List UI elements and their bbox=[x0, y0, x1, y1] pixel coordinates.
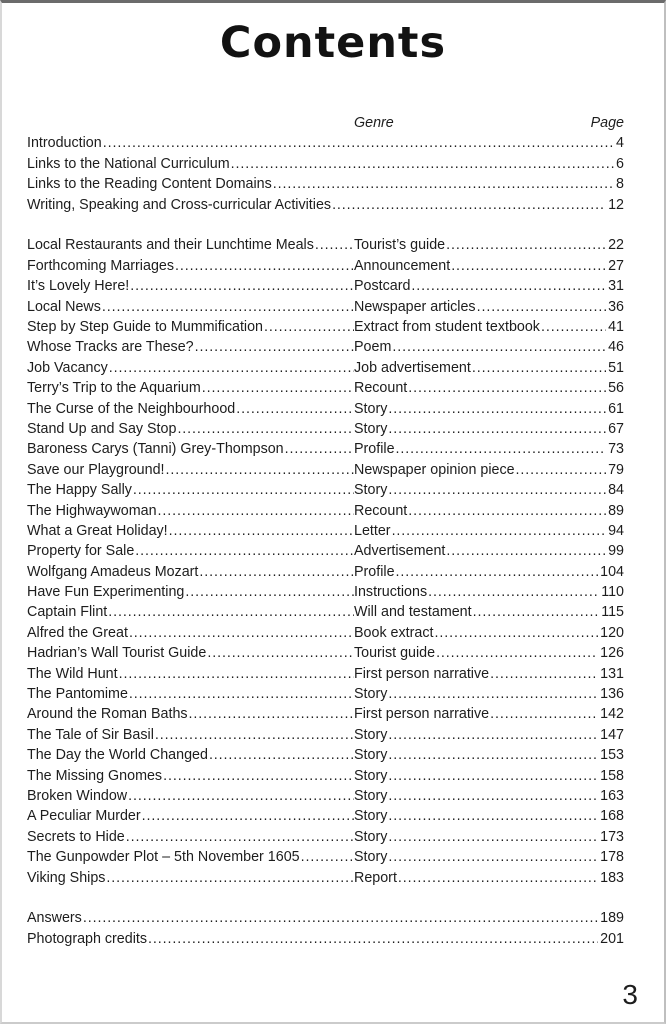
dot-leader bbox=[201, 378, 354, 398]
dot-leader bbox=[134, 541, 354, 561]
main-entries-list bbox=[27, 235, 624, 888]
toc-row bbox=[27, 378, 624, 398]
toc-entry-title: Answers bbox=[27, 910, 82, 927]
footer-page-number: 3 bbox=[622, 979, 638, 1010]
toc-row bbox=[27, 725, 624, 745]
dot-leader bbox=[198, 562, 354, 582]
dot-leader bbox=[132, 480, 354, 500]
dot-leader bbox=[445, 235, 606, 255]
toc-row bbox=[27, 195, 624, 215]
toc-entry-page-number: 201 bbox=[600, 930, 624, 947]
dot-leader bbox=[331, 195, 606, 215]
toc-entry-page-number: 31 bbox=[608, 278, 624, 295]
toc-entry-page-number: 183 bbox=[600, 869, 624, 886]
toc-entry-title: The Curse of the Neighbourhood bbox=[27, 400, 236, 417]
toc-entry-title: Viking Ships bbox=[27, 869, 106, 886]
toc-row bbox=[27, 521, 624, 541]
dot-leader bbox=[208, 745, 354, 765]
toc-entry-title: The Missing Gnomes bbox=[27, 767, 163, 784]
toc-entry-genre: Story bbox=[354, 686, 388, 703]
genre-column-header: Genre bbox=[354, 115, 394, 131]
toc-entry-genre: Story bbox=[354, 482, 388, 499]
toc-entry-title: The Day the World Changed bbox=[27, 747, 208, 764]
toc-entry-page-number: 51 bbox=[608, 359, 624, 376]
toc-title-cell bbox=[27, 276, 354, 296]
toc-entry-page-number: 79 bbox=[608, 461, 624, 478]
toc-entry-page-number: 115 bbox=[601, 604, 624, 621]
toc-entry-title: A Peculiar Murder bbox=[27, 808, 141, 825]
toc-entry-genre: Story bbox=[354, 400, 388, 417]
toc-genre-cell bbox=[354, 868, 598, 888]
toc-genre-cell bbox=[354, 480, 606, 500]
toc-entry-genre: Announcement bbox=[354, 257, 451, 274]
toc-entry-genre: Extract from student textbook bbox=[354, 319, 540, 336]
toc-genre-cell bbox=[354, 235, 606, 255]
toc-entry-page-number: 163 bbox=[600, 788, 624, 804]
toc-entry-title: Forthcoming Marriages bbox=[27, 257, 174, 274]
dot-leader bbox=[387, 766, 598, 786]
toc-entry-genre: Book extract bbox=[354, 624, 434, 641]
dot-leader bbox=[314, 235, 354, 255]
toc-row bbox=[27, 337, 624, 357]
toc-title-cell bbox=[27, 623, 354, 643]
toc-entry-page-number: 136 bbox=[600, 686, 624, 703]
toc-entry-title: Local News bbox=[27, 298, 101, 315]
dot-leader bbox=[450, 256, 606, 276]
dot-leader bbox=[127, 786, 354, 806]
toc-entry-page-number: 173 bbox=[600, 828, 624, 845]
toc-entry-genre: First person narrative bbox=[354, 665, 490, 682]
toc-entry-page-number: 36 bbox=[608, 298, 624, 315]
toc-row bbox=[27, 602, 624, 622]
dot-leader bbox=[395, 562, 599, 582]
toc-entry-genre: Poem bbox=[354, 339, 392, 356]
toc-row bbox=[27, 480, 624, 500]
toc-title-cell bbox=[27, 745, 354, 765]
toc-entry-page-number: 126 bbox=[600, 645, 624, 662]
toc-genre-cell bbox=[354, 562, 598, 582]
dot-leader bbox=[272, 174, 614, 194]
toc-entry-title: Terry’s Trip to the Aquarium bbox=[27, 380, 201, 397]
dot-leader bbox=[407, 378, 606, 398]
dot-leader bbox=[235, 399, 354, 419]
toc-entry-page-number: 41 bbox=[608, 319, 624, 336]
toc-row bbox=[27, 664, 624, 684]
toc-entry-page-number: 6 bbox=[616, 155, 624, 172]
toc-entry-genre: Letter bbox=[354, 522, 391, 539]
dot-leader bbox=[476, 297, 607, 317]
toc-genre-cell bbox=[354, 684, 598, 704]
toc-genre-cell bbox=[354, 521, 606, 541]
toc-entry-page-number: 56 bbox=[608, 380, 624, 397]
toc-row bbox=[27, 806, 624, 826]
toc-title-cell bbox=[27, 766, 354, 786]
toc-entry-genre: Story bbox=[354, 767, 388, 784]
toc-entry-page-number: 104 bbox=[600, 563, 624, 580]
toc-row bbox=[27, 684, 624, 704]
toc-entry-genre: Job advertisement bbox=[354, 359, 471, 376]
toc-entry-title: The Wild Hunt bbox=[27, 665, 118, 682]
dot-leader bbox=[101, 297, 354, 317]
toc-entry-page-number: 131 bbox=[600, 665, 624, 682]
dot-leader bbox=[82, 908, 598, 928]
toc-genre-cell bbox=[354, 766, 598, 786]
dot-leader bbox=[188, 704, 354, 724]
dot-leader bbox=[174, 256, 354, 276]
dot-leader bbox=[489, 704, 598, 724]
toc-genre-cell bbox=[354, 378, 606, 398]
back-matter-list bbox=[27, 908, 624, 949]
toc-entry-page-number: 67 bbox=[608, 420, 624, 437]
toc-entry-page-number: 4 bbox=[616, 135, 624, 152]
toc-entry-page-number: 99 bbox=[608, 543, 624, 560]
dot-leader bbox=[162, 766, 354, 786]
toc-row bbox=[27, 643, 624, 663]
toc-entry-title: It’s Lovely Here! bbox=[27, 278, 130, 295]
toc-row bbox=[27, 868, 624, 888]
toc-entry-title: Wolfgang Amadeus Mozart bbox=[27, 563, 199, 580]
toc-title-cell bbox=[27, 419, 354, 439]
dot-leader bbox=[165, 460, 355, 480]
toc-title-cell bbox=[27, 582, 354, 602]
toc-title-cell bbox=[27, 317, 354, 337]
toc-genre-cell bbox=[354, 358, 606, 378]
toc-title-cell bbox=[27, 786, 354, 806]
toc-header-row bbox=[27, 113, 624, 133]
toc-entry-title: Local Restaurants and their Lunchtime Meals bbox=[27, 237, 314, 254]
toc-genre-cell bbox=[354, 623, 598, 643]
toc-title-cell bbox=[27, 256, 354, 276]
toc-row bbox=[27, 439, 624, 459]
toc-row bbox=[27, 399, 624, 419]
toc-title-cell bbox=[27, 480, 354, 500]
toc-entry-page-number: 61 bbox=[608, 400, 624, 417]
toc-row bbox=[27, 317, 624, 337]
dot-leader bbox=[387, 806, 598, 826]
toc-entry-title: Links to the Reading Content Domains bbox=[27, 176, 272, 193]
toc-title-cell bbox=[27, 297, 354, 317]
toc-entry-page-number: 12 bbox=[608, 196, 624, 213]
toc-entry-title: Save our Playground! bbox=[27, 461, 165, 478]
dot-leader bbox=[410, 276, 606, 296]
toc-row bbox=[27, 235, 624, 255]
dot-leader bbox=[387, 786, 598, 806]
toc-entry-page-number: 142 bbox=[600, 706, 624, 723]
toc-title-cell bbox=[27, 602, 354, 622]
toc-row bbox=[27, 929, 624, 949]
toc-entry-genre: First person narrative bbox=[354, 706, 490, 723]
toc-entry-page-number: 110 bbox=[601, 584, 624, 601]
dot-leader bbox=[128, 623, 354, 643]
toc-entry-title: The Gunpowder Plot – 5th November 1605 bbox=[27, 849, 300, 866]
dot-leader bbox=[168, 521, 354, 541]
toc-entry-genre: Will and testament bbox=[354, 604, 472, 621]
toc-entry-page-number: 84 bbox=[608, 482, 624, 499]
table-of-contents bbox=[2, 113, 664, 949]
dot-leader bbox=[397, 868, 598, 888]
toc-row bbox=[27, 501, 624, 521]
dot-leader bbox=[206, 643, 354, 663]
toc-genre-cell bbox=[354, 827, 598, 847]
toc-title-cell bbox=[27, 337, 354, 357]
toc-title-cell bbox=[27, 541, 354, 561]
toc-entry-genre: Story bbox=[354, 747, 388, 764]
toc-row bbox=[27, 174, 624, 194]
dot-leader bbox=[427, 582, 599, 602]
header-fill bbox=[394, 113, 591, 133]
toc-genre-cell bbox=[354, 439, 606, 459]
toc-title-cell bbox=[27, 460, 354, 480]
dot-leader bbox=[107, 602, 354, 622]
front-matter-list bbox=[27, 133, 624, 215]
toc-entry-genre: Instructions bbox=[354, 584, 428, 601]
toc-genre-cell bbox=[354, 582, 599, 602]
toc-title-cell bbox=[27, 358, 354, 378]
toc-genre-cell bbox=[354, 725, 598, 745]
toc-genre-cell bbox=[354, 501, 606, 521]
dot-leader bbox=[102, 133, 614, 153]
dot-leader bbox=[391, 337, 606, 357]
dot-leader bbox=[387, 399, 606, 419]
dot-leader bbox=[129, 276, 354, 296]
dot-leader bbox=[387, 684, 598, 704]
dot-leader bbox=[176, 419, 354, 439]
toc-entry-genre: Story bbox=[354, 849, 388, 866]
toc-entry-title: Secrets to Hide bbox=[27, 828, 125, 845]
dot-leader bbox=[284, 439, 354, 459]
dot-leader bbox=[391, 521, 607, 541]
toc-entry-page-number: 178 bbox=[600, 849, 624, 866]
toc-entry-title: Captain Flint bbox=[27, 604, 108, 621]
toc-entry-title: Photograph credits bbox=[27, 930, 148, 947]
toc-entry-title: Have Fun Experimenting bbox=[27, 584, 185, 601]
dot-leader bbox=[128, 684, 354, 704]
toc-entry-title: Writing, Speaking and Cross-curricular Activities bbox=[27, 196, 332, 213]
toc-entry-page-number: 73 bbox=[608, 441, 624, 458]
toc-entry-genre: Recount bbox=[354, 380, 408, 397]
toc-title-cell bbox=[27, 399, 354, 419]
toc-entry-page-number: 8 bbox=[616, 176, 624, 193]
toc-row bbox=[27, 908, 624, 928]
dot-leader bbox=[515, 460, 607, 480]
dot-leader bbox=[230, 154, 614, 174]
dot-leader bbox=[154, 725, 354, 745]
dot-leader bbox=[407, 501, 606, 521]
toc-row bbox=[27, 745, 624, 765]
page-title: Contents bbox=[219, 18, 447, 68]
toc-row bbox=[27, 256, 624, 276]
toc-row bbox=[27, 766, 624, 786]
toc-entry-title: Alfred the Great bbox=[27, 624, 128, 641]
toc-genre-cell bbox=[354, 541, 606, 561]
toc-title-cell bbox=[27, 704, 354, 724]
toc-title-cell bbox=[27, 725, 354, 745]
toc-genre-cell bbox=[354, 317, 606, 337]
toc-row bbox=[27, 133, 624, 153]
toc-genre-cell bbox=[354, 847, 598, 867]
toc-row bbox=[27, 704, 624, 724]
toc-row bbox=[27, 786, 624, 806]
dot-leader bbox=[387, 419, 606, 439]
toc-entry-title: Property for Sale bbox=[27, 543, 135, 560]
toc-entry-page-number: 120 bbox=[600, 624, 624, 641]
toc-entry-title: Links to the National Curriculum bbox=[27, 155, 230, 172]
toc-row bbox=[27, 623, 624, 643]
toc-entry-genre: Profile bbox=[354, 441, 395, 458]
toc-entry-title: Whose Tracks are These? bbox=[27, 339, 194, 356]
dot-leader bbox=[141, 806, 354, 826]
toc-genre-cell bbox=[354, 602, 599, 622]
toc-entry-genre: Recount bbox=[354, 502, 408, 519]
dot-leader bbox=[472, 602, 600, 622]
toc-row bbox=[27, 276, 624, 296]
toc-entry-genre: Story bbox=[354, 788, 388, 804]
dot-leader bbox=[263, 317, 354, 337]
toc-entry-page-number: 89 bbox=[608, 502, 624, 519]
toc-genre-cell bbox=[354, 399, 606, 419]
toc-entry-page-number: 46 bbox=[608, 339, 624, 356]
toc-title-cell bbox=[27, 868, 354, 888]
toc-entry-genre: Story bbox=[354, 828, 388, 845]
toc-entry-genre: Postcard bbox=[354, 278, 411, 295]
toc-row bbox=[27, 419, 624, 439]
toc-genre-cell bbox=[354, 419, 606, 439]
toc-title-cell bbox=[27, 378, 354, 398]
dot-leader bbox=[445, 541, 606, 561]
toc-title-cell bbox=[27, 235, 354, 255]
dot-leader bbox=[300, 847, 354, 867]
toc-entry-title: What a Great Holiday! bbox=[27, 522, 168, 539]
toc-entry-title: Baroness Carys (Tanni) Grey-Thompson bbox=[27, 441, 284, 458]
toc-row bbox=[27, 541, 624, 561]
toc-genre-cell bbox=[354, 643, 598, 663]
toc-entry-genre: Story bbox=[354, 420, 388, 437]
section-gap bbox=[27, 888, 624, 909]
dot-leader bbox=[387, 725, 598, 745]
dot-leader bbox=[125, 827, 354, 847]
dot-leader bbox=[108, 358, 354, 378]
toc-row bbox=[27, 562, 624, 582]
dot-leader bbox=[489, 664, 598, 684]
toc-genre-cell bbox=[354, 460, 606, 480]
toc-entry-genre: Tourist’s guide bbox=[354, 237, 446, 254]
toc-entry-genre: Story bbox=[354, 726, 388, 743]
dot-leader bbox=[387, 745, 598, 765]
toc-row bbox=[27, 460, 624, 480]
toc-entry-page-number: 189 bbox=[600, 910, 624, 927]
dot-leader bbox=[435, 643, 598, 663]
dot-leader bbox=[471, 358, 606, 378]
toc-title-cell bbox=[27, 501, 354, 521]
toc-title-cell bbox=[27, 684, 354, 704]
toc-genre-cell bbox=[354, 745, 598, 765]
toc-entry-page-number: 158 bbox=[600, 767, 624, 784]
dot-leader bbox=[157, 501, 354, 521]
toc-entry-genre: Profile bbox=[354, 563, 395, 580]
toc-row bbox=[27, 847, 624, 867]
toc-row bbox=[27, 297, 624, 317]
dot-leader bbox=[194, 337, 354, 357]
toc-title-cell bbox=[27, 827, 354, 847]
toc-row bbox=[27, 582, 624, 602]
toc-entry-genre: Newspaper articles bbox=[354, 298, 476, 315]
toc-genre-cell bbox=[354, 256, 606, 276]
toc-title-cell bbox=[27, 664, 354, 684]
toc-title-cell bbox=[27, 439, 354, 459]
toc-entry-title: The Happy Sally bbox=[27, 482, 132, 499]
toc-title-cell bbox=[27, 847, 354, 867]
toc-entry-genre: Report bbox=[354, 869, 397, 886]
toc-genre-cell bbox=[354, 704, 598, 724]
toc-entry-genre: Story bbox=[354, 808, 388, 825]
toc-entry-page-number: 22 bbox=[608, 237, 624, 254]
toc-entry-page-number: 168 bbox=[600, 808, 624, 825]
toc-row bbox=[27, 358, 624, 378]
toc-entry-page-number: 94 bbox=[608, 522, 624, 539]
toc-entry-page-number: 153 bbox=[600, 747, 624, 764]
toc-entry-title: Stand Up and Say Stop bbox=[27, 420, 177, 437]
toc-entry-genre: Advertisement bbox=[354, 543, 446, 560]
dot-leader bbox=[105, 868, 354, 888]
toc-entry-title: Around the Roman Baths bbox=[27, 706, 188, 723]
toc-genre-cell bbox=[354, 276, 606, 296]
toc-entry-title: The Tale of Sir Basil bbox=[27, 726, 154, 743]
dot-leader bbox=[387, 827, 598, 847]
dot-leader bbox=[540, 317, 606, 337]
toc-genre-cell bbox=[354, 806, 598, 826]
toc-title-cell bbox=[27, 643, 354, 663]
toc-title-cell bbox=[27, 562, 354, 582]
dot-leader bbox=[118, 664, 354, 684]
dot-leader bbox=[184, 582, 354, 602]
toc-row bbox=[27, 827, 624, 847]
toc-entry-title: Introduction bbox=[27, 135, 102, 152]
toc-entry-page-number: 27 bbox=[608, 257, 624, 274]
toc-title-cell bbox=[27, 806, 354, 826]
toc-genre-cell bbox=[354, 297, 606, 317]
header-spacer bbox=[27, 113, 354, 133]
toc-entry-genre: Tourist guide bbox=[354, 645, 436, 662]
toc-genre-cell bbox=[354, 337, 606, 357]
dot-leader bbox=[395, 439, 607, 459]
toc-title-cell bbox=[27, 521, 354, 541]
toc-entry-page-number: 147 bbox=[600, 726, 624, 743]
dot-leader bbox=[387, 480, 606, 500]
toc-entry-title: Hadrian’s Wall Tourist Guide bbox=[27, 645, 207, 662]
dot-leader bbox=[147, 929, 598, 949]
page-column-header: Page bbox=[590, 115, 624, 131]
toc-row bbox=[27, 154, 624, 174]
dot-leader bbox=[387, 847, 598, 867]
toc-entry-genre: Newspaper opinion piece bbox=[354, 461, 515, 478]
toc-entry-title: The Highwaywoman bbox=[27, 502, 157, 519]
toc-entry-title: Job Vacancy bbox=[27, 359, 108, 376]
section-gap bbox=[27, 215, 624, 236]
toc-genre-cell bbox=[354, 786, 598, 806]
toc-genre-cell bbox=[354, 664, 598, 684]
toc-entry-title: Broken Window bbox=[27, 788, 128, 804]
dot-leader bbox=[433, 623, 598, 643]
toc-entry-title: Step by Step Guide to Mummification bbox=[27, 319, 264, 336]
toc-entry-title: The Pantomime bbox=[27, 686, 128, 703]
